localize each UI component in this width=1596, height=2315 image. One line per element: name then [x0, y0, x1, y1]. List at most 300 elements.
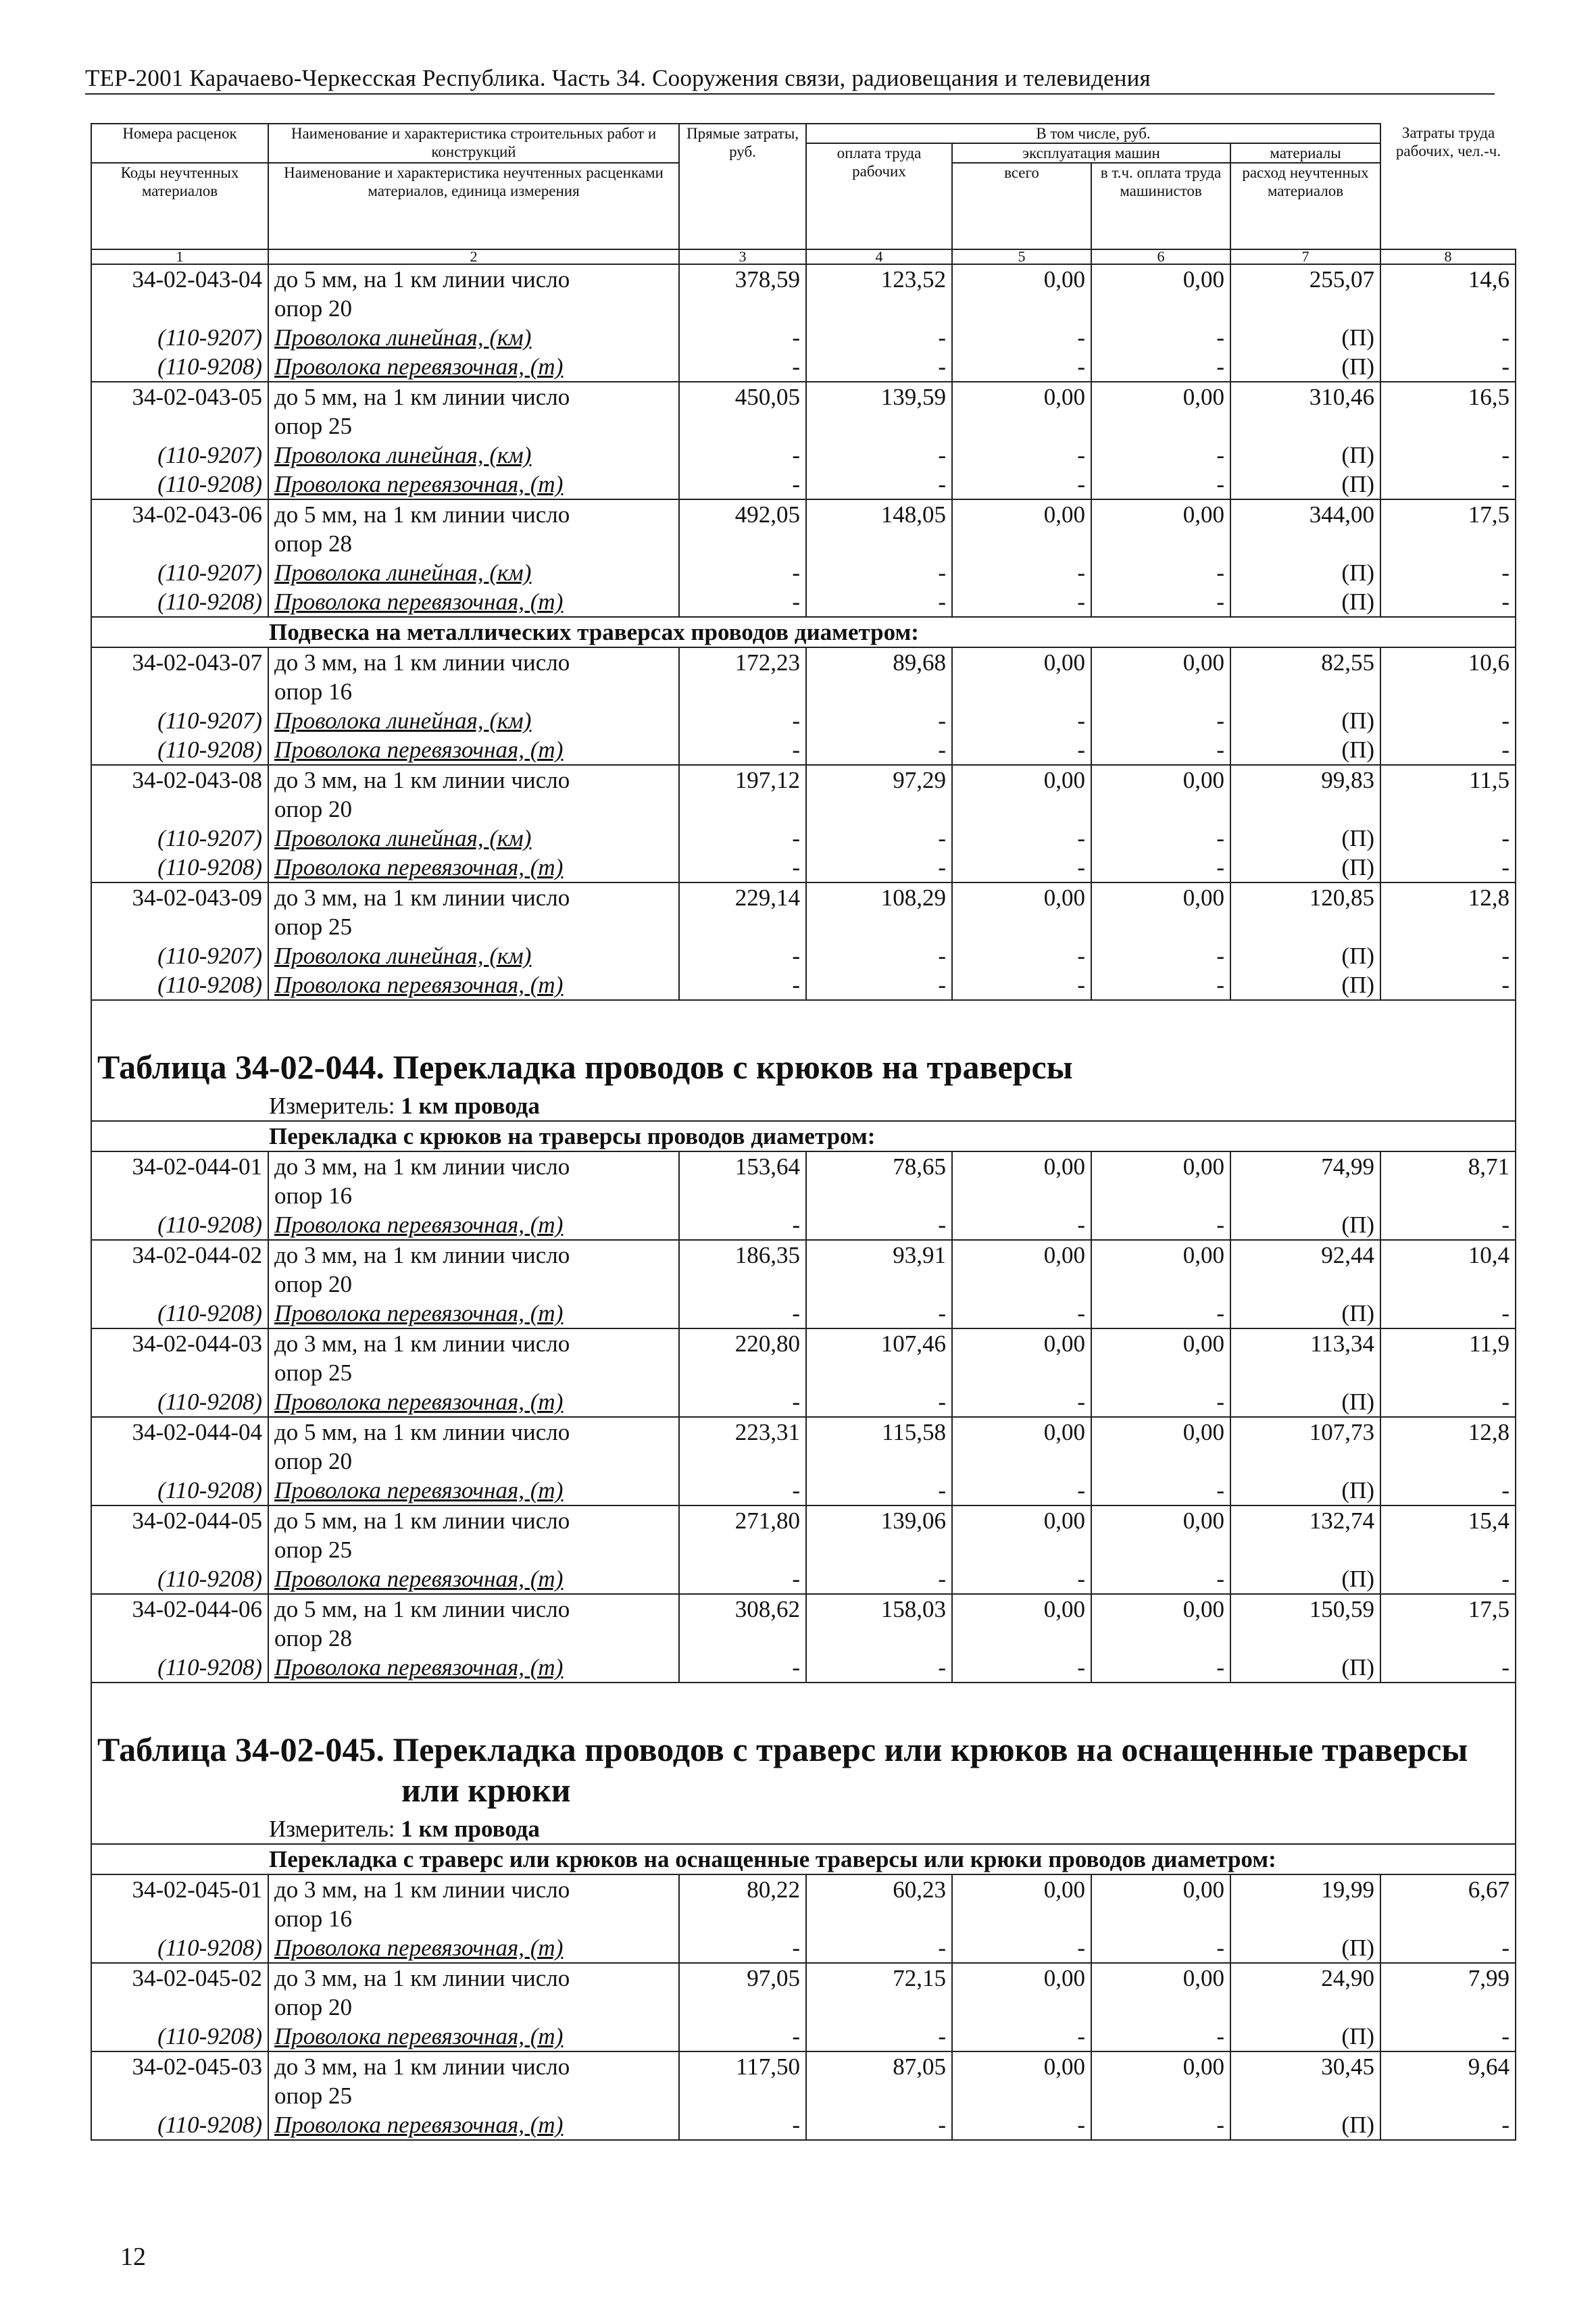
empty-cell	[679, 1993, 806, 2022]
material-value: -	[1380, 352, 1516, 382]
material-value: -	[679, 735, 806, 765]
material-value: -	[1380, 2110, 1516, 2140]
material-value: (П)	[1230, 941, 1380, 970]
rate-row-continuation	[91, 1358, 1516, 1387]
material-value: -	[679, 558, 806, 587]
material-value: -	[1091, 1564, 1230, 1594]
material-value: -	[1380, 1564, 1516, 1594]
rate-row	[91, 1963, 1516, 1993]
empty-cell	[1230, 1358, 1380, 1387]
rate-description-cont: опор 20	[268, 1447, 679, 1476]
material-value: -	[679, 1387, 806, 1417]
material-code: (110-9208)	[91, 1564, 268, 1594]
measure-value: 1 км провода	[401, 1816, 540, 1842]
material-code: (110-9207)	[91, 323, 268, 352]
empty-cell	[1091, 1270, 1230, 1299]
material-value: (П)	[1230, 1933, 1380, 1963]
rate-description: до 3 мм, на 1 км линии число	[268, 2051, 679, 2081]
rate-description: до 3 мм, на 1 км линии число	[268, 1240, 679, 1270]
material-name: Проволока перевязочная, (т)	[268, 2110, 679, 2140]
empty-cell	[1091, 294, 1230, 323]
rate-description: до 3 мм, на 1 км линии число	[268, 765, 679, 795]
material-value: -	[806, 323, 952, 352]
empty-cell	[91, 1904, 268, 1933]
material-value: -	[1380, 1387, 1516, 1417]
rate-description: до 5 мм, на 1 км линии число	[268, 1505, 679, 1535]
material-code: (110-9208)	[91, 587, 268, 617]
measure-label: Измеритель:	[269, 1816, 395, 1842]
rate-value: 12,8	[1380, 882, 1516, 912]
empty-cell	[91, 1270, 268, 1299]
material-row	[91, 587, 1516, 617]
rate-value: 271,80	[679, 1505, 806, 1535]
empty-cell	[1380, 1358, 1516, 1387]
material-value: -	[806, 941, 952, 970]
rate-value: 0,00	[952, 1594, 1091, 1624]
empty-cell	[91, 912, 268, 941]
material-value: -	[1091, 352, 1230, 382]
empty-cell	[679, 412, 806, 441]
material-name: Проволока перевязочная, (т)	[268, 1933, 679, 1963]
material-code: (110-9207)	[91, 558, 268, 587]
rate-row	[91, 882, 1516, 912]
rate-value: 0,00	[952, 1151, 1091, 1181]
material-value: -	[679, 1933, 806, 1963]
material-value: -	[1380, 470, 1516, 499]
empty-cell	[1091, 2081, 1230, 2110]
material-value: (П)	[1230, 470, 1380, 499]
rate-description: до 5 мм, на 1 км линии число	[268, 1594, 679, 1624]
spacer-cell	[91, 1683, 1516, 1724]
rate-value: 97,29	[806, 765, 952, 795]
empty-cell	[91, 1624, 268, 1653]
material-code: (110-9208)	[91, 2110, 268, 2140]
material-value: -	[679, 1653, 806, 1683]
empty-cell	[806, 1535, 952, 1564]
rate-value: 132,74	[1230, 1505, 1380, 1535]
material-row	[91, 824, 1516, 853]
material-value: -	[1091, 1299, 1230, 1328]
rate-value: 0,00	[952, 765, 1091, 795]
empty-cell	[806, 1993, 952, 2022]
empty-cell	[952, 294, 1091, 323]
material-row	[91, 1933, 1516, 1963]
material-value: -	[806, 2022, 952, 2051]
empty-cell	[806, 1270, 952, 1299]
material-code: (110-9208)	[91, 735, 268, 765]
empty-cell	[952, 677, 1091, 706]
rate-value: 15,4	[1380, 1505, 1516, 1535]
rate-row	[91, 264, 1516, 294]
empty-cell	[1380, 529, 1516, 558]
col-header-machines: эксплуатация машин	[952, 143, 1230, 163]
rate-row-continuation	[91, 1181, 1516, 1210]
table-title-text: Таблица 34-02-045. Перекладка проводов с траверс или крюков на оснащенные траверсы	[97, 1731, 1468, 1768]
empty-cell	[806, 1181, 952, 1210]
rate-value: 11,5	[1380, 765, 1516, 795]
material-name: Проволока линейная, (км)	[268, 323, 679, 352]
empty-cell	[952, 1904, 1091, 1933]
rate-code: 34-02-045-03	[91, 2051, 268, 2081]
rate-value: 10,6	[1380, 647, 1516, 677]
rate-value: 72,15	[806, 1963, 952, 1993]
col-header-direct-costs: Прямые затраты, руб.	[679, 124, 806, 249]
material-row	[91, 1387, 1516, 1417]
rate-description-cont: опор 20	[268, 1270, 679, 1299]
material-value: -	[1380, 706, 1516, 735]
empty-cell	[1091, 1181, 1230, 1210]
empty-cell	[1091, 912, 1230, 941]
empty-cell	[1380, 912, 1516, 941]
material-name: Проволока перевязочная, (т)	[268, 1653, 679, 1683]
rate-value: 0,00	[952, 382, 1091, 412]
rate-value: 120,85	[1230, 882, 1380, 912]
rate-code: 34-02-044-01	[91, 1151, 268, 1181]
rate-value: 82,55	[1230, 647, 1380, 677]
rate-code: 34-02-044-06	[91, 1594, 268, 1624]
measure-label: Измеритель:	[269, 1093, 395, 1119]
rate-value: 0,00	[952, 1874, 1091, 1904]
material-value: -	[679, 2110, 806, 2140]
empty-cell	[1380, 677, 1516, 706]
rate-value: 113,34	[1230, 1328, 1380, 1358]
empty-cell	[1380, 294, 1516, 323]
material-value: -	[952, 470, 1091, 499]
material-value: -	[1380, 1299, 1516, 1328]
table-title-row	[91, 1724, 1516, 1814]
material-value: -	[806, 706, 952, 735]
material-code: (110-9208)	[91, 970, 268, 1000]
material-value: -	[679, 1210, 806, 1240]
material-name: Проволока перевязочная, (т)	[268, 2022, 679, 2051]
empty-cell	[679, 1904, 806, 1933]
material-value: (П)	[1230, 1210, 1380, 1240]
material-value: -	[806, 558, 952, 587]
rate-value: 0,00	[1091, 765, 1230, 795]
material-row	[91, 941, 1516, 970]
material-row	[91, 352, 1516, 382]
empty-cell	[952, 1447, 1091, 1476]
material-value: -	[952, 735, 1091, 765]
material-value: -	[1380, 1210, 1516, 1240]
rate-description: до 3 мм, на 1 км линии число	[268, 1328, 679, 1358]
material-value: -	[1380, 2022, 1516, 2051]
empty-cell	[679, 2081, 806, 2110]
material-value: -	[952, 1387, 1091, 1417]
empty-cell	[1380, 412, 1516, 441]
material-value: -	[1380, 1476, 1516, 1505]
rate-row-continuation	[91, 1447, 1516, 1476]
rate-value: 115,58	[806, 1417, 952, 1447]
rate-value: 0,00	[952, 1505, 1091, 1535]
section-heading-row	[91, 617, 1516, 647]
material-value: -	[679, 2022, 806, 2051]
col-num: 8	[1380, 249, 1516, 264]
column-numbers-row	[91, 249, 1516, 264]
rate-value: 0,00	[1091, 1505, 1230, 1535]
col-num: 6	[1091, 249, 1230, 264]
material-value: -	[806, 735, 952, 765]
empty-cell	[1380, 1270, 1516, 1299]
material-row	[91, 1210, 1516, 1240]
material-name: Проволока перевязочная, (т)	[268, 1210, 679, 1240]
material-value: (П)	[1230, 1476, 1380, 1505]
section-heading: Перекладка с крюков на траверсы проводов диаметром:	[91, 1121, 1516, 1151]
measure-row	[91, 1814, 1516, 1844]
empty-cell	[1380, 1535, 1516, 1564]
col-num: 5	[952, 249, 1091, 264]
material-value: -	[1091, 2022, 1230, 2051]
material-code: (110-9208)	[91, 1653, 268, 1683]
empty-cell	[1091, 529, 1230, 558]
rate-value: 223,31	[679, 1417, 806, 1447]
material-value: -	[952, 1476, 1091, 1505]
empty-cell	[91, 1447, 268, 1476]
rate-value: 150,59	[1230, 1594, 1380, 1624]
material-name: Проволока перевязочная, (т)	[268, 1476, 679, 1505]
material-value: -	[1091, 970, 1230, 1000]
rate-row	[91, 1151, 1516, 1181]
empty-cell	[952, 1535, 1091, 1564]
material-row	[91, 2110, 1516, 2140]
page-header: ТЕР-2001 Карачаево-Черкесская Республика. Часть 34. Сооружения связи, радиовещания и телевидения	[85, 65, 1495, 95]
material-value: -	[1091, 558, 1230, 587]
rate-value: 220,80	[679, 1328, 806, 1358]
rate-value: 0,00	[1091, 1417, 1230, 1447]
material-value: -	[1091, 441, 1230, 470]
material-value: -	[1380, 735, 1516, 765]
rate-description: до 3 мм, на 1 км линии число	[268, 647, 679, 677]
empty-cell	[806, 1447, 952, 1476]
rate-value: 0,00	[952, 264, 1091, 294]
material-value: -	[679, 706, 806, 735]
material-value: -	[679, 470, 806, 499]
material-row	[91, 1653, 1516, 1683]
rate-row	[91, 499, 1516, 529]
rate-description-cont: опор 28	[268, 529, 679, 558]
material-value: -	[679, 352, 806, 382]
empty-cell	[1380, 1904, 1516, 1933]
rate-value: 89,68	[806, 647, 952, 677]
material-row	[91, 1476, 1516, 1505]
spacer-row	[91, 1000, 1516, 1041]
empty-cell	[91, 1181, 268, 1210]
rate-description-cont: опор 20	[268, 294, 679, 323]
rate-description: до 5 мм, на 1 км линии число	[268, 499, 679, 529]
rate-value: 148,05	[806, 499, 952, 529]
material-name: Проволока перевязочная, (т)	[268, 587, 679, 617]
empty-cell	[1380, 1447, 1516, 1476]
material-value: -	[679, 1476, 806, 1505]
col-header-material-codes: Коды неучтенных материалов	[91, 163, 268, 249]
rate-description: до 3 мм, на 1 км линии число	[268, 1151, 679, 1181]
empty-cell	[1230, 795, 1380, 824]
rate-value: 0,00	[1091, 1151, 1230, 1181]
section-heading-row	[91, 1121, 1516, 1151]
rate-row	[91, 382, 1516, 412]
material-name: Проволока перевязочная, (т)	[268, 352, 679, 382]
material-value: -	[952, 1299, 1091, 1328]
rate-value: 93,91	[806, 1240, 952, 1270]
rate-value: 99,83	[1230, 765, 1380, 795]
empty-cell	[1230, 677, 1380, 706]
empty-cell	[679, 294, 806, 323]
empty-cell	[1380, 1624, 1516, 1653]
material-value: -	[952, 1653, 1091, 1683]
material-value: -	[952, 706, 1091, 735]
rate-description-cont: опор 16	[268, 1181, 679, 1210]
material-name: Проволока перевязочная, (т)	[268, 470, 679, 499]
col-header-machines-total: всего	[952, 163, 1091, 249]
material-value: -	[806, 470, 952, 499]
col-num: 2	[268, 249, 679, 264]
section-heading-row	[91, 1844, 1516, 1874]
rate-row-continuation	[91, 795, 1516, 824]
empty-cell	[1230, 1993, 1380, 2022]
material-value: -	[952, 824, 1091, 853]
rate-row	[91, 1328, 1516, 1358]
rate-code: 34-02-043-09	[91, 882, 268, 912]
empty-cell	[1091, 677, 1230, 706]
material-value: (П)	[1230, 735, 1380, 765]
material-value: -	[806, 1653, 952, 1683]
material-value: -	[952, 352, 1091, 382]
rate-code: 34-02-045-01	[91, 1874, 268, 1904]
rate-value: 139,59	[806, 382, 952, 412]
measure-cell	[91, 1091, 1516, 1121]
material-name: Проволока перевязочная, (т)	[268, 853, 679, 882]
empty-cell	[1230, 1904, 1380, 1933]
rate-value: 310,46	[1230, 382, 1380, 412]
material-value: (П)	[1230, 2022, 1380, 2051]
rate-description-cont: опор 25	[268, 1358, 679, 1387]
empty-cell	[952, 2081, 1091, 2110]
empty-cell	[1230, 1624, 1380, 1653]
rate-value: 60,23	[806, 1874, 952, 1904]
rate-value: 80,22	[679, 1874, 806, 1904]
rate-value: 17,5	[1380, 1594, 1516, 1624]
rate-row-continuation	[91, 1993, 1516, 2022]
rate-code: 34-02-044-03	[91, 1328, 268, 1358]
empty-cell	[679, 912, 806, 941]
rate-value: 378,59	[679, 264, 806, 294]
rate-value: 0,00	[952, 1963, 1091, 1993]
rate-description-cont: опор 16	[268, 1904, 679, 1933]
material-value: -	[806, 853, 952, 882]
rate-value: 117,50	[679, 2051, 806, 2081]
rate-code: 34-02-043-07	[91, 647, 268, 677]
empty-cell	[679, 1181, 806, 1210]
rate-row	[91, 1417, 1516, 1447]
rate-value: 0,00	[952, 2051, 1091, 2081]
material-value: -	[679, 441, 806, 470]
measure-row	[91, 1091, 1516, 1121]
rate-value: 16,5	[1380, 382, 1516, 412]
rate-row-continuation	[91, 294, 1516, 323]
empty-cell	[1091, 1904, 1230, 1933]
col-header-material-names: Наименование и характеристика неучтенных расценками материалов, единица измерения	[268, 163, 679, 249]
empty-cell	[679, 529, 806, 558]
material-value: -	[1091, 1653, 1230, 1683]
rate-row	[91, 647, 1516, 677]
material-name: Проволока линейная, (км)	[268, 706, 679, 735]
empty-cell	[679, 1447, 806, 1476]
empty-cell	[952, 529, 1091, 558]
empty-cell	[806, 412, 952, 441]
rate-row	[91, 1240, 1516, 1270]
empty-cell	[806, 529, 952, 558]
material-code: (110-9208)	[91, 2022, 268, 2051]
material-value: -	[952, 558, 1091, 587]
rate-code: 34-02-044-05	[91, 1505, 268, 1535]
material-value: (П)	[1230, 441, 1380, 470]
rate-value: 107,46	[806, 1328, 952, 1358]
rate-row-continuation	[91, 1904, 1516, 1933]
material-value: -	[1091, 824, 1230, 853]
material-value: -	[806, 1299, 952, 1328]
empty-cell	[91, 795, 268, 824]
empty-cell	[1230, 1181, 1380, 1210]
empty-cell	[1380, 1993, 1516, 2022]
empty-cell	[806, 294, 952, 323]
material-code: (110-9207)	[91, 706, 268, 735]
empty-cell	[1230, 1270, 1380, 1299]
material-value: (П)	[1230, 1564, 1380, 1594]
rate-description-cont: опор 25	[268, 412, 679, 441]
rate-value: 153,64	[679, 1151, 806, 1181]
col-num: 3	[679, 249, 806, 264]
material-value: -	[1380, 587, 1516, 617]
rate-description-cont: опор 25	[268, 1535, 679, 1564]
material-row	[91, 706, 1516, 735]
material-value: -	[1091, 470, 1230, 499]
rate-value: 0,00	[952, 1328, 1091, 1358]
rate-code: 34-02-045-02	[91, 1963, 268, 1993]
material-name: Проволока перевязочная, (т)	[268, 1387, 679, 1417]
material-value: (П)	[1230, 1299, 1380, 1328]
rate-row-continuation	[91, 1535, 1516, 1564]
material-value: (П)	[1230, 352, 1380, 382]
empty-cell	[806, 1358, 952, 1387]
rate-value: 78,65	[806, 1151, 952, 1181]
measure-value: 1 км провода	[401, 1093, 540, 1119]
rate-value: 197,12	[679, 765, 806, 795]
material-value: -	[1091, 706, 1230, 735]
material-value: -	[1091, 587, 1230, 617]
material-code: (110-9208)	[91, 352, 268, 382]
material-value: -	[806, 824, 952, 853]
material-value: -	[952, 1933, 1091, 1963]
rate-value: 0,00	[1091, 1328, 1230, 1358]
rate-value: 97,05	[679, 1963, 806, 1993]
material-value: (П)	[1230, 824, 1380, 853]
rate-description: до 5 мм, на 1 км линии число	[268, 382, 679, 412]
rate-value: 0,00	[1091, 1240, 1230, 1270]
material-code: (110-9207)	[91, 941, 268, 970]
empty-cell	[91, 1535, 268, 1564]
empty-cell	[91, 294, 268, 323]
material-code: (110-9208)	[91, 1933, 268, 1963]
col-header-machinist-pay: в т.ч. оплата труда машинистов	[1091, 163, 1230, 249]
rate-value: 19,99	[1230, 1874, 1380, 1904]
rate-value: 9,64	[1380, 2051, 1516, 2081]
rate-description: до 3 мм, на 1 км линии число	[268, 1874, 679, 1904]
rate-value: 229,14	[679, 882, 806, 912]
material-value: (П)	[1230, 558, 1380, 587]
material-value: -	[806, 441, 952, 470]
empty-cell	[1091, 1358, 1230, 1387]
material-value: -	[679, 941, 806, 970]
